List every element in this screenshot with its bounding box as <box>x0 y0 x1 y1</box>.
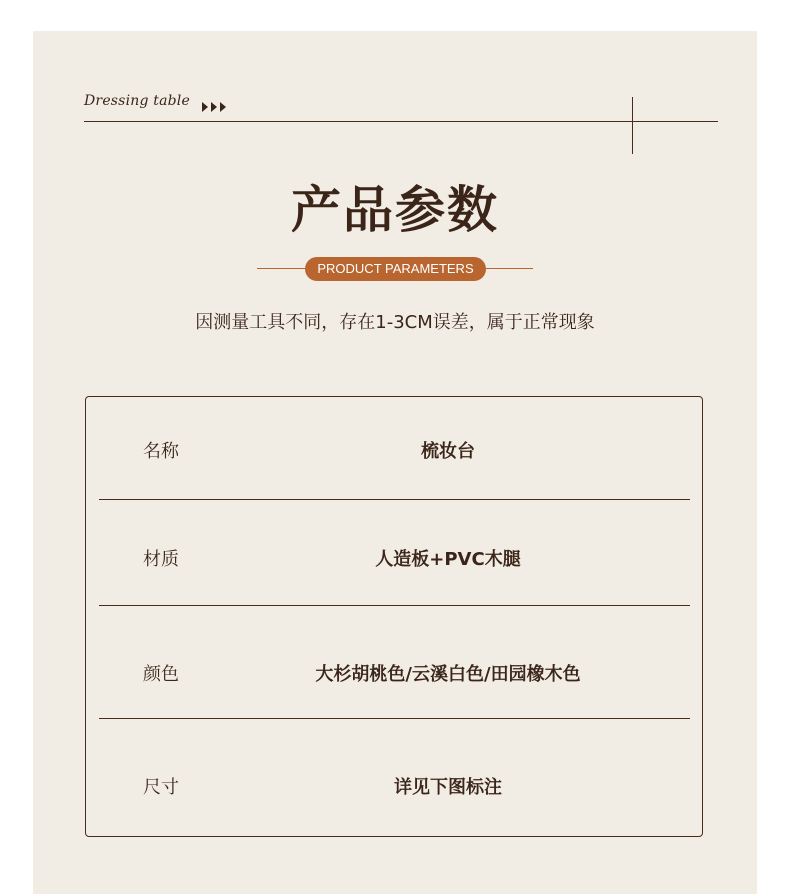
triple-arrow-icon <box>202 97 229 107</box>
badge-right-line <box>486 268 533 269</box>
table-row <box>86 773 702 803</box>
row-divider <box>99 605 690 606</box>
header-vertical-divider <box>632 97 633 154</box>
page-title: 产品参数 <box>291 181 499 239</box>
header-divider <box>84 121 718 122</box>
row-divider <box>99 718 690 719</box>
param-label: 颜色 <box>143 664 179 685</box>
params-table <box>85 396 703 837</box>
param-label: 尺寸 <box>143 777 179 798</box>
param-value: 大杉胡桃色/云溪白色/田园橡木色 <box>315 664 581 685</box>
table-row <box>86 437 702 467</box>
measurement-note: 因测量工具不同，存在1-3CM误差，属于正常现象 <box>195 312 595 333</box>
table-row <box>86 545 702 575</box>
param-value: 梳妆台 <box>421 441 475 462</box>
param-value: 人造板+PVC木腿 <box>375 549 521 570</box>
param-label: 材质 <box>143 549 179 570</box>
param-value: 详见下图标注 <box>394 777 502 798</box>
param-label: 名称 <box>143 441 179 462</box>
brand-text: Dressing table <box>84 93 190 109</box>
table-row <box>86 660 702 690</box>
badge-left-line <box>257 268 305 269</box>
section-badge: PRODUCT PARAMETERS <box>305 257 486 281</box>
row-divider <box>99 499 690 500</box>
